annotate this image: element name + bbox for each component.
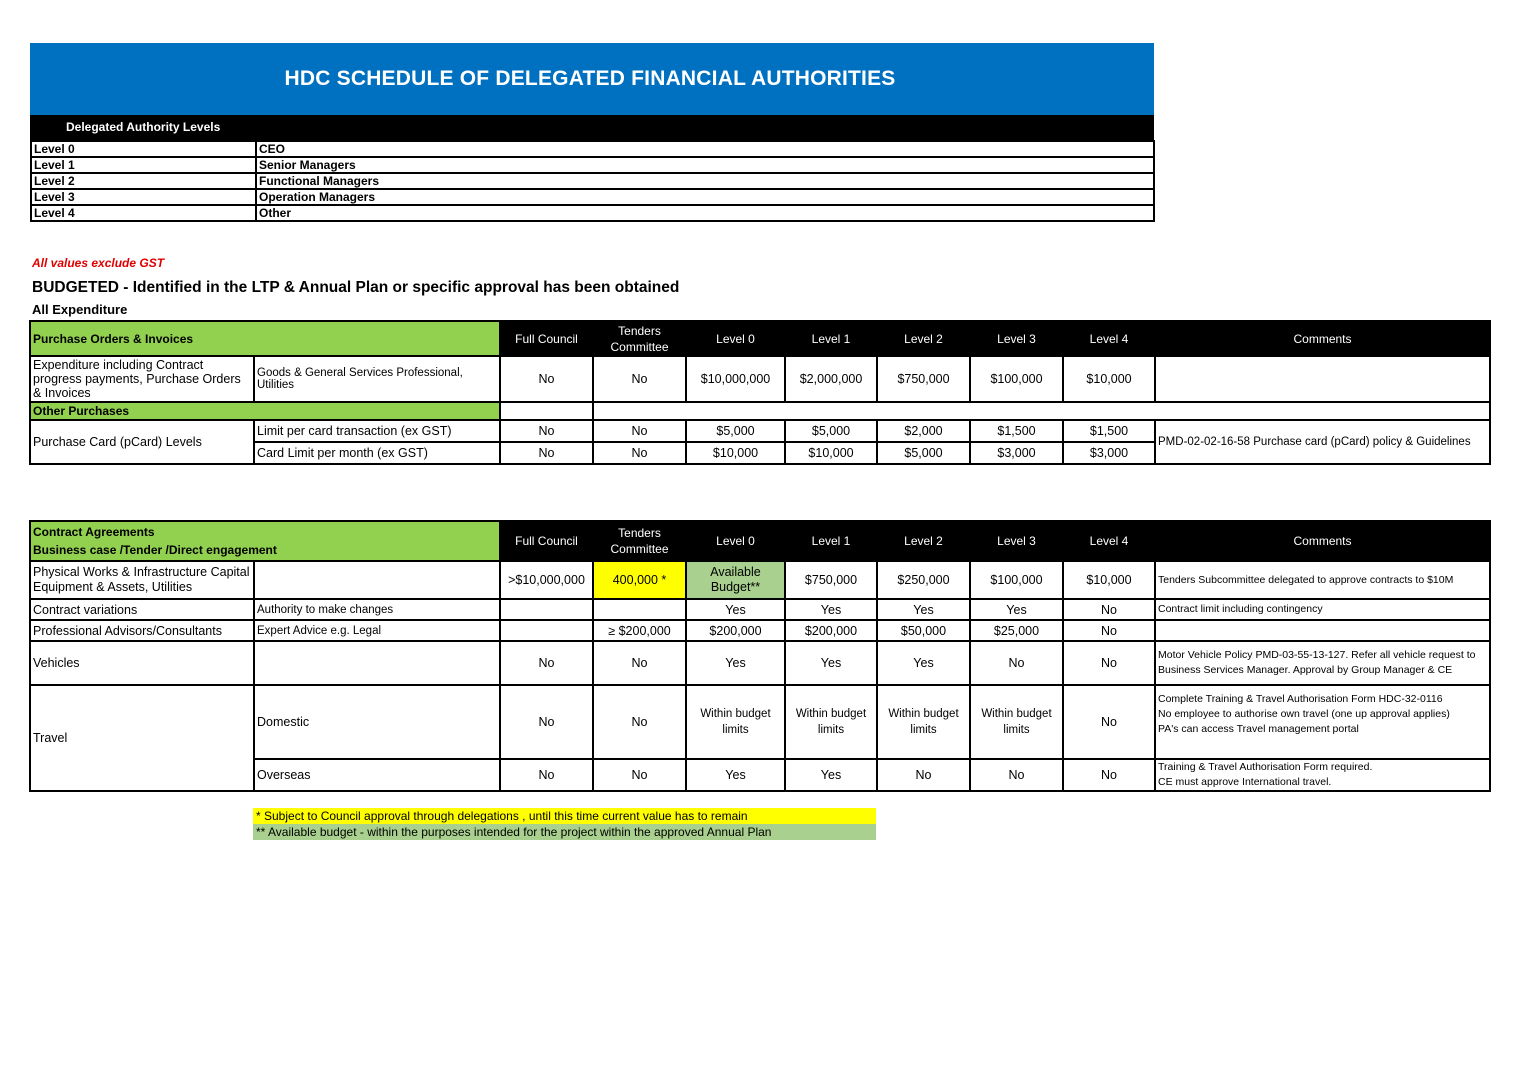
level-role: Functional Managers [256, 173, 1154, 189]
cell-value: No [970, 641, 1063, 685]
row-label: Expenditure including Contract progress payments, Purchase Orders & Invoices [30, 356, 254, 402]
table-row [30, 599, 1490, 620]
cell-value: $3,000 [970, 442, 1063, 464]
col-tenders-committee: Tenders Committee [593, 321, 686, 356]
row-label: Professional Advisors/Consultants [30, 620, 254, 641]
section-other-purchases: Other Purchases [30, 402, 500, 420]
col-level-0: Level 0 [686, 321, 785, 356]
levels-header: Delegated Authority Levels [30, 115, 1154, 140]
cell-value: No [1063, 641, 1155, 685]
cell-value: No [1063, 620, 1155, 641]
cell-value: Yes [785, 641, 877, 685]
level-name: Level 4 [31, 205, 256, 221]
cell-value: Within budget limits [877, 685, 970, 759]
cell-value [500, 620, 593, 641]
row-sublabel: Overseas [254, 759, 500, 791]
cell-value: No [593, 641, 686, 685]
level-role: Operation Managers [256, 189, 1154, 205]
purchase-table [29, 320, 1491, 465]
table-row [31, 205, 1154, 221]
section-line: Business case /Tender /Direct engagement [33, 543, 277, 557]
cell-value: $10,000 [686, 442, 785, 464]
col-level-0: Level 0 [686, 521, 785, 561]
cell-value: No [593, 442, 686, 464]
empty-cell [593, 402, 1490, 420]
col-level-1: Level 1 [785, 321, 877, 356]
cell-value: Yes [877, 641, 970, 685]
page-title: HDC SCHEDULE OF DELEGATED FINANCIAL AUTHORITIES [30, 43, 1154, 115]
table-row [31, 157, 1154, 173]
comment-line: No employee to authorise own travel (one up approval applies) [1158, 708, 1450, 720]
footnote-yellow: * Subject to Council approval through delegations , until this time current value has to remain [253, 808, 876, 824]
col-level-1: Level 1 [785, 521, 877, 561]
col-level-2: Level 2 [877, 321, 970, 356]
table-header-row [30, 321, 1490, 356]
cell-value: $100,000 [970, 561, 1063, 599]
cell-value: $10,000 [785, 442, 877, 464]
cell-value: $50,000 [877, 620, 970, 641]
row-label: Physical Works & Infrastructure Capital Equipment & Assets, Utilities [30, 561, 254, 599]
cell-value: $250,000 [877, 561, 970, 599]
cell-value: >$10,000,000 [500, 561, 593, 599]
row-sublabel: Card Limit per month (ex GST) [254, 442, 500, 464]
cell-value [593, 599, 686, 620]
cell-value: No [500, 685, 593, 759]
cell-value: No [500, 641, 593, 685]
cell-value: Yes [785, 759, 877, 791]
cell-value: $750,000 [877, 356, 970, 402]
budgeted-heading: BUDGETED - Identified in the LTP & Annual Plan or specific approval has been obtained [32, 279, 680, 296]
section-contract-agreements [30, 521, 500, 561]
cell-value: Within budget limits [970, 685, 1063, 759]
cell-value: No [593, 356, 686, 402]
cell-value: Within budget limits [785, 685, 877, 759]
row-sublabel: Authority to make changes [254, 599, 500, 620]
cell-value: Yes [686, 599, 785, 620]
cell-value: $750,000 [785, 561, 877, 599]
footnote-green: ** Available budget - within the purposes intended for the project within the approved Annual Plan [253, 824, 876, 840]
col-comments: Comments [1155, 521, 1490, 561]
cell-value: No [877, 759, 970, 791]
table-header-row [30, 521, 1490, 561]
cell-value: $200,000 [785, 620, 877, 641]
cell-value: Within budget limits [686, 685, 785, 759]
level-role: Other [256, 205, 1154, 221]
row-sublabel: Domestic [254, 685, 500, 759]
cell-value: $10,000,000 [686, 356, 785, 402]
level-role: Senior Managers [256, 157, 1154, 173]
comment-line: PA's can access Travel management portal [1158, 723, 1359, 735]
comment-line: CE must approve International travel. [1158, 776, 1332, 788]
table-row [30, 620, 1490, 641]
level-name: Level 2 [31, 173, 256, 189]
cell-value: $10,000 [1063, 356, 1155, 402]
table-row [30, 685, 1490, 759]
cell-value: Yes [785, 599, 877, 620]
cell-value: No [593, 420, 686, 442]
cell-comment: Contract limit including contingency [1155, 599, 1490, 620]
cell-value: $10,000 [1063, 561, 1155, 599]
cell-comment [1155, 356, 1490, 402]
cell-comment: Tenders Subcommittee delegated to approve contracts to $10M [1155, 561, 1490, 599]
cell-value: $100,000 [970, 356, 1063, 402]
level-name: Level 0 [31, 141, 256, 157]
cell-value: $1,500 [970, 420, 1063, 442]
cell-comment [1155, 685, 1490, 759]
table-row [31, 189, 1154, 205]
comment-line: Training & Travel Authorisation Form required. [1158, 761, 1373, 773]
cell-value: No [500, 759, 593, 791]
col-level-3: Level 3 [970, 321, 1063, 356]
row-sublabel: Expert Advice e.g. Legal [254, 620, 500, 641]
cell-value: No [500, 442, 593, 464]
contracts-table [29, 520, 1491, 792]
row-label: Purchase Card (pCard) Levels [30, 420, 254, 464]
level-role: CEO [256, 141, 1154, 157]
cell-comment [1155, 759, 1490, 791]
col-level-3: Level 3 [970, 521, 1063, 561]
table-row [30, 561, 1490, 599]
row-label: Contract variations [30, 599, 254, 620]
cell-value: No [1063, 599, 1155, 620]
cell-value: No [593, 759, 686, 791]
cell-value: No [970, 759, 1063, 791]
col-level-4: Level 4 [1063, 521, 1155, 561]
comment-line: Complete Training & Travel Authorisation Form HDC-32-0116 [1158, 693, 1443, 705]
cell-comment: Motor Vehicle Policy PMD-03-55-13-127. Refer all vehicle request to Business Services Manager. Approval by Group Manager & CE [1155, 641, 1490, 685]
col-tenders-committee: Tenders Committee [593, 521, 686, 561]
cell-value [500, 599, 593, 620]
row-sublabel: Goods & General Services Professional, Utilities [254, 356, 500, 402]
cell-value: $5,000 [877, 442, 970, 464]
section-line: Contract Agreements [33, 525, 155, 539]
cell-value: No [1063, 685, 1155, 759]
cell-value: No [500, 420, 593, 442]
cell-comment [1155, 620, 1490, 641]
cell-value: Yes [970, 599, 1063, 620]
levels-table [30, 140, 1155, 222]
all-expenditure-label: All Expenditure [32, 302, 128, 317]
table-row [31, 141, 1154, 157]
cell-value: $2,000 [877, 420, 970, 442]
level-name: Level 1 [31, 157, 256, 173]
col-level-4: Level 4 [1063, 321, 1155, 356]
cell-value: Yes [686, 759, 785, 791]
row-sublabel [254, 561, 500, 599]
cell-value-highlighted: Available Budget** [686, 561, 785, 599]
col-full-council: Full Council [500, 521, 593, 561]
cell-value: $2,000,000 [785, 356, 877, 402]
cell-value: ≥ $200,000 [593, 620, 686, 641]
row-label: Travel [30, 685, 254, 791]
cell-value: $5,000 [785, 420, 877, 442]
cell-value: $5,000 [686, 420, 785, 442]
level-name: Level 3 [31, 189, 256, 205]
cell-value: Yes [877, 599, 970, 620]
gst-note: All values exclude GST [32, 256, 165, 270]
table-row [30, 420, 1490, 442]
table-row [30, 356, 1490, 402]
col-full-council: Full Council [500, 321, 593, 356]
row-label: Vehicles [30, 641, 254, 685]
cell-value: $25,000 [970, 620, 1063, 641]
cell-value: $200,000 [686, 620, 785, 641]
cell-value: $1,500 [1063, 420, 1155, 442]
table-row [31, 173, 1154, 189]
cell-value-highlighted: 400,000 * [593, 561, 686, 599]
cell-comment: PMD-02-02-16-58 Purchase card (pCard) policy & Guidelines [1155, 420, 1490, 464]
cell-value: $3,000 [1063, 442, 1155, 464]
empty-cell [500, 402, 593, 420]
section-purchase-orders: Purchase Orders & Invoices [30, 321, 500, 356]
table-row [30, 402, 1490, 420]
cell-value: No [1063, 759, 1155, 791]
cell-value: No [500, 356, 593, 402]
row-sublabel: Limit per card transaction (ex GST) [254, 420, 500, 442]
col-level-2: Level 2 [877, 521, 970, 561]
table-row [30, 641, 1490, 685]
row-sublabel [254, 641, 500, 685]
col-comments: Comments [1155, 321, 1490, 356]
cell-value: No [593, 685, 686, 759]
cell-value: Yes [686, 641, 785, 685]
